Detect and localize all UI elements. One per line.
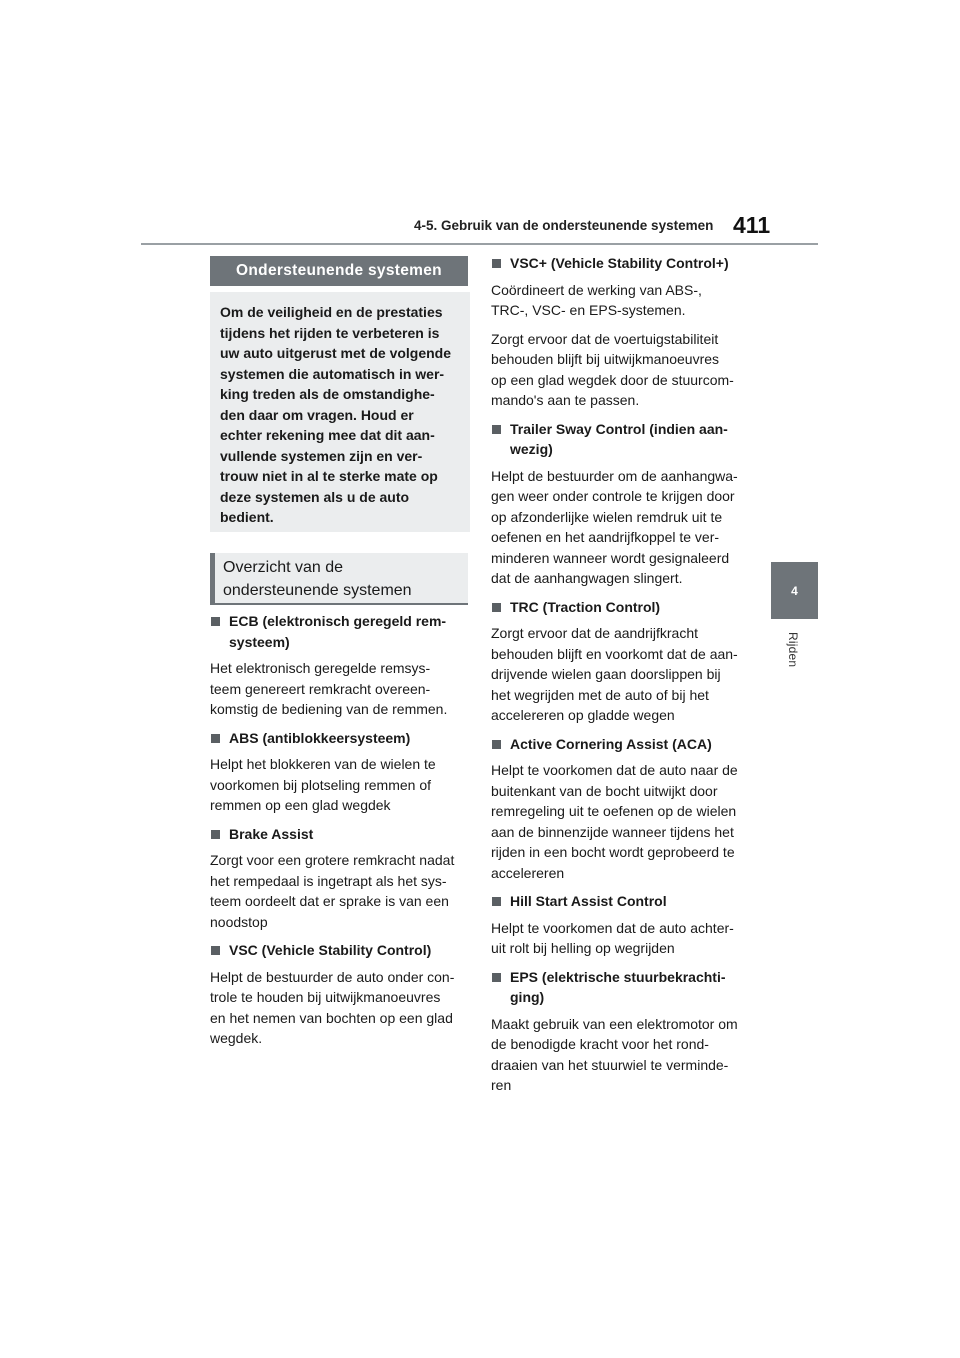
item-heading-trailer-sway: Trailer Sway Control (indien aan- wezig) (491, 419, 753, 460)
item-text-hill-start: Helpt te voorkomen dat de auto achter- uit rolt bij helling op wegrijden (491, 919, 734, 956)
item-heading-vsc: VSC (Vehicle Stability Control) (210, 940, 468, 961)
section-banner (210, 256, 468, 286)
item-text-ecb: Het elektronisch geregelde remsys- teem genereert remkracht overeen- komstig de bediening van de remmen. (210, 660, 448, 717)
chapter-label: Rijden (786, 632, 800, 668)
intro-line: systemen die automatisch in wer- (220, 365, 445, 382)
item-heading-hill-start: Hill Start Assist Control (491, 891, 753, 912)
intro-line: bedient. (220, 509, 274, 525)
square-bullet-icon (492, 897, 501, 906)
intro-line: uw auto uitgerust met de volgende (220, 345, 452, 361)
item-heading-vsc-plus: VSC+ (Vehicle Stability Control+) (491, 253, 753, 274)
intro-line: echter rekening mee dat dit aan- (220, 427, 435, 443)
item-text-vsc-plus-2: Zorgt ervoor dat de voertuigstabiliteit behouden blijft bij uitwijkmanoeuvres op een glad wegdek door de stuurcom- mando's aan te passen. (491, 330, 734, 408)
right-column (491, 253, 753, 1104)
item-text-trc: Zorgt ervoor dat de aandrijfkracht behouden blijft en voorkomt dat de aan- drijvende wielen gaan doorslippen bij het wegrijden met de auto of bij het accelereren op gladde wegen (491, 625, 738, 723)
item-text-vsc-plus: Coördineert de werking van ABS-, TRC-, VSC- en EPS-systemen. (491, 281, 702, 318)
square-bullet-icon (492, 259, 501, 268)
item-text-eps: Maakt gebruik van een elektromotor om de benodigde kracht voor het rond- draaien van het stuurwiel te verminde- ren (491, 1015, 738, 1093)
square-bullet-icon (211, 946, 220, 955)
square-bullet-icon (492, 603, 501, 612)
item-text-brake-assist: Zorgt voor een grotere remkracht nadat het rempedaal is ingetrapt als het sys- teem oordeelt dat er sprake is van een noodstop (210, 852, 455, 930)
square-bullet-icon (492, 973, 501, 982)
intro-line: king treden als de omstandighe- (220, 386, 435, 402)
item-heading-aca: Active Cornering Assist (ACA) (491, 734, 753, 755)
intro-line: trouw niet in al te sterke mate op (220, 468, 438, 484)
square-bullet-icon (211, 830, 220, 839)
intro-line: tijdens het rijden te verbeteren is (220, 324, 440, 341)
page-number: 411 (733, 212, 771, 238)
banner-title: Ondersteunende systemen (236, 262, 442, 279)
square-bullet-icon (211, 617, 220, 626)
item-heading-eps: EPS (elektrische stuurbekrachti- ging) (491, 967, 753, 1008)
item-text-abs: Helpt het blokkeren van de wielen te voorkomen bij plotseling remmen of remmen op een glad wegdek (210, 756, 436, 813)
overview-title-line: Overzicht van de (223, 559, 344, 576)
item-text-trailer-sway: Helpt de bestuurder om de aanhangwa- gen weer onder controle te krijgen door op afzonderlijke wielen remdruk uit te oefenen en het aandrijfkoppel te ver- minderen wanneer wordt gesignaleerd dat de aanhangwagen slingert. (491, 467, 738, 586)
intro-box (210, 292, 470, 532)
item-heading-abs: ABS (antiblokkeersysteem) (210, 728, 468, 749)
item-heading-brake-assist: Brake Assist (210, 824, 468, 845)
item-heading-trc: TRC (Traction Control) (491, 597, 753, 618)
header-divider (141, 243, 818, 245)
intro-line: vullende systemen zijn en ver- (220, 447, 423, 464)
intro-line: Om de veiligheid en de prestaties (220, 304, 443, 320)
item-heading-ecb: ECB (elektronisch geregeld rem- systeem) (210, 611, 468, 652)
item-text-aca: Helpt te voorkomen dat de auto naar de buitenkant van de bocht uitwijkt door remregeling uit te oefenen op de wielen aan de binnenzijde wanneer tijdens het rijden in een bocht wordt geprobeerd te accelereren (491, 762, 738, 881)
item-text-vsc: Helpt de bestuurder de auto onder con- trole te houden bij uitwijkmanoeuvres en het nemen van bochten op een glad wegdek. (210, 968, 455, 1046)
square-bullet-icon (492, 740, 501, 749)
overview-title-line: ondersteunende systemen (223, 582, 412, 599)
left-column (210, 611, 468, 1057)
section-title: 4-5. Gebruik van de ondersteunende systemen (414, 218, 714, 233)
intro-line: deze systemen als u de auto (220, 488, 410, 505)
chapter-number: 4 (791, 583, 798, 598)
square-bullet-icon (492, 425, 501, 434)
square-bullet-icon (211, 734, 220, 743)
chapter-tab (771, 562, 818, 619)
overview-heading (210, 553, 468, 605)
intro-line: den daar om vragen. Houd er (220, 406, 414, 423)
